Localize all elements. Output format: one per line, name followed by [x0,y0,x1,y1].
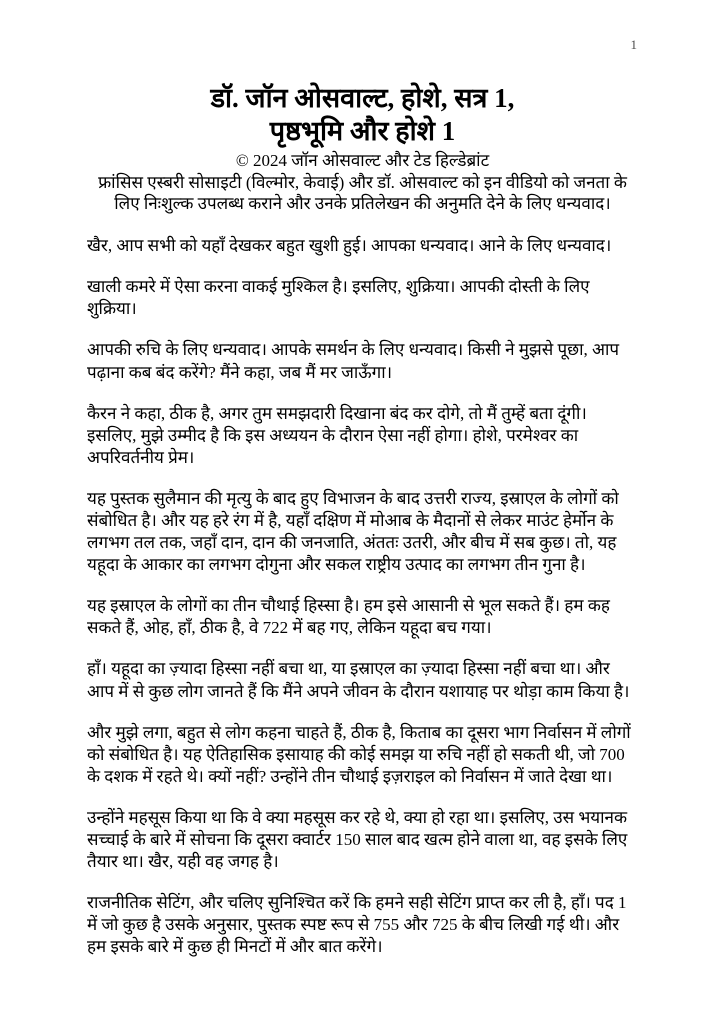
copyright-block [87,150,638,215]
paragraph-3: आपकी रुचि के लिए धन्यवाद। आपके समर्थन के लिए धन्यवाद। किसी ने मुझसे पूछा, आप पढ़ाना कब बंद करेंगे? मैंने कहा, जब मैं मर जाऊँगा। [87,340,620,382]
paragraph-4: कैरन ने कहा, ठीक है, अगर तुम समझदारी दिखाना बंद कर दोगे, तो मैं तुम्हें बता दूंगी। इसलिए, मुझे उम्मीद है कि इस अध्ययन के दौरान ऐसा नहीं होगा। होशे, परमेश्वर का अपरिवर्तनीय प्रेम। [87,403,587,467]
paragraph-9: उन्होंने महसूस किया था कि वे क्या महसूस कर रहे थे, क्या हो रहा था। इसलिए, उस भयानक सच्चाई के बारे में सोचना कि दूसरा क्वार्टर 150 साल बाद खत्म होने वाला था, वह इसके लिए तैयार था। खैर, यही वह जगह है। [87,807,628,872]
document-title [87,82,638,148]
paragraph-8: और मुझे लगा, बहुत से लोग कहना चाहते हैं, ठीक है, किताब का दूसरा भाग निर्वासन में लोगों को संबोधित है। यह ऐतिहासिक इसायाह की कोई समझ या रुचि नहीं हो सकती थी, जो 700 के दशक में रहते थे। क्यों नहीं? उन्होंने तीन चौथाई इज़राइल को निर्वासन में जाते देखा था। [87,722,631,786]
paragraph-6: यह इस्राएल के लोगों का तीन चौथाई हिस्सा है। हम इसे आसानी से भूल सकते हैं। हम कह सकते हैं, ओह, हाँ, ठीक है, वे 722 में बह गए, लेकिन यहूदा बच गया। [87,596,610,638]
transcript-body [87,235,638,958]
paragraph-10: राजनीतिक सेटिंग, और चलिए सुनिश्चित करें कि हमने सही सेटिंग प्राप्त कर ली है, हाँ। पद 1 में जो कुछ है उसके अनुसार, पुस्तक स्पष्ट रूप से 755 और 725 के बीच लिखी गई थी। और हम इसके बारे में कुछ ही मिनटों में और बात करेंगे। [87,893,627,957]
paragraph-1: खैर, आप सभी को यहाँ देखकर बहुत खुशी हुई। आपका धन्यवाद। आने के लिए धन्यवाद। [87,236,612,256]
title-line-1: डॉ. जॉन ओसवाल्ट, होशे, सत्र 1, [210,83,515,113]
paragraph-2: खाली कमरे में ऐसा करना वाकई मुश्किल है। इसलिए, शुक्रिया। आपकी दोस्ती के लिए शुक्रिया। [87,277,590,319]
page-number: 1 [630,37,637,52]
paragraph-7: हाँ। यहूदा का ज़्यादा हिस्सा नहीं बचा था, या इस्राएल का ज़्यादा हिस्सा नहीं बचा था। और आप में से कुछ लोग जानते हैं कि मैंने अपने जीवन के दौरान यशायाह पर थोड़ा काम किया है। [87,659,630,701]
copyright-line: © 2024 जॉन ओसवाल्ट और टेड हिल्डेब्रांट [235,150,490,170]
paragraph-5: यह पुस्तक सुलैमान की मृत्यु के बाद हुए विभाजन के बाद उत्तरी राज्य, इस्राएल के लोगों को संबोधित है। और यह हरे रंग में है, यहाँ दक्षिण में मोआब के मैदानों से लेकर माउंट हेर्मोन के लगभग तल तक, जहाँ दान, दान की जनजाति, अंततः उतरी, और बीच में सब कुछ। तो, यह यहूदा के आकार का लगभग दोगुना और सकल राष्ट्रीय उत्पाद का लगभग तीन गुना है। [87,488,619,575]
acknowledgment-text: फ्रांसिस एस्बरी सोसाइटी (विल्मोर, केवाई) और डॉ. ओसवाल्ट को इन वीडियो को जनता के लिए निःशुल्क उपलब्ध कराने और उनके प्रतिलेखन की अनुमति देने के लिए धन्यवाद। [98,172,627,214]
title-line-2: पृष्ठभूमि और होशे 1 [269,115,456,146]
